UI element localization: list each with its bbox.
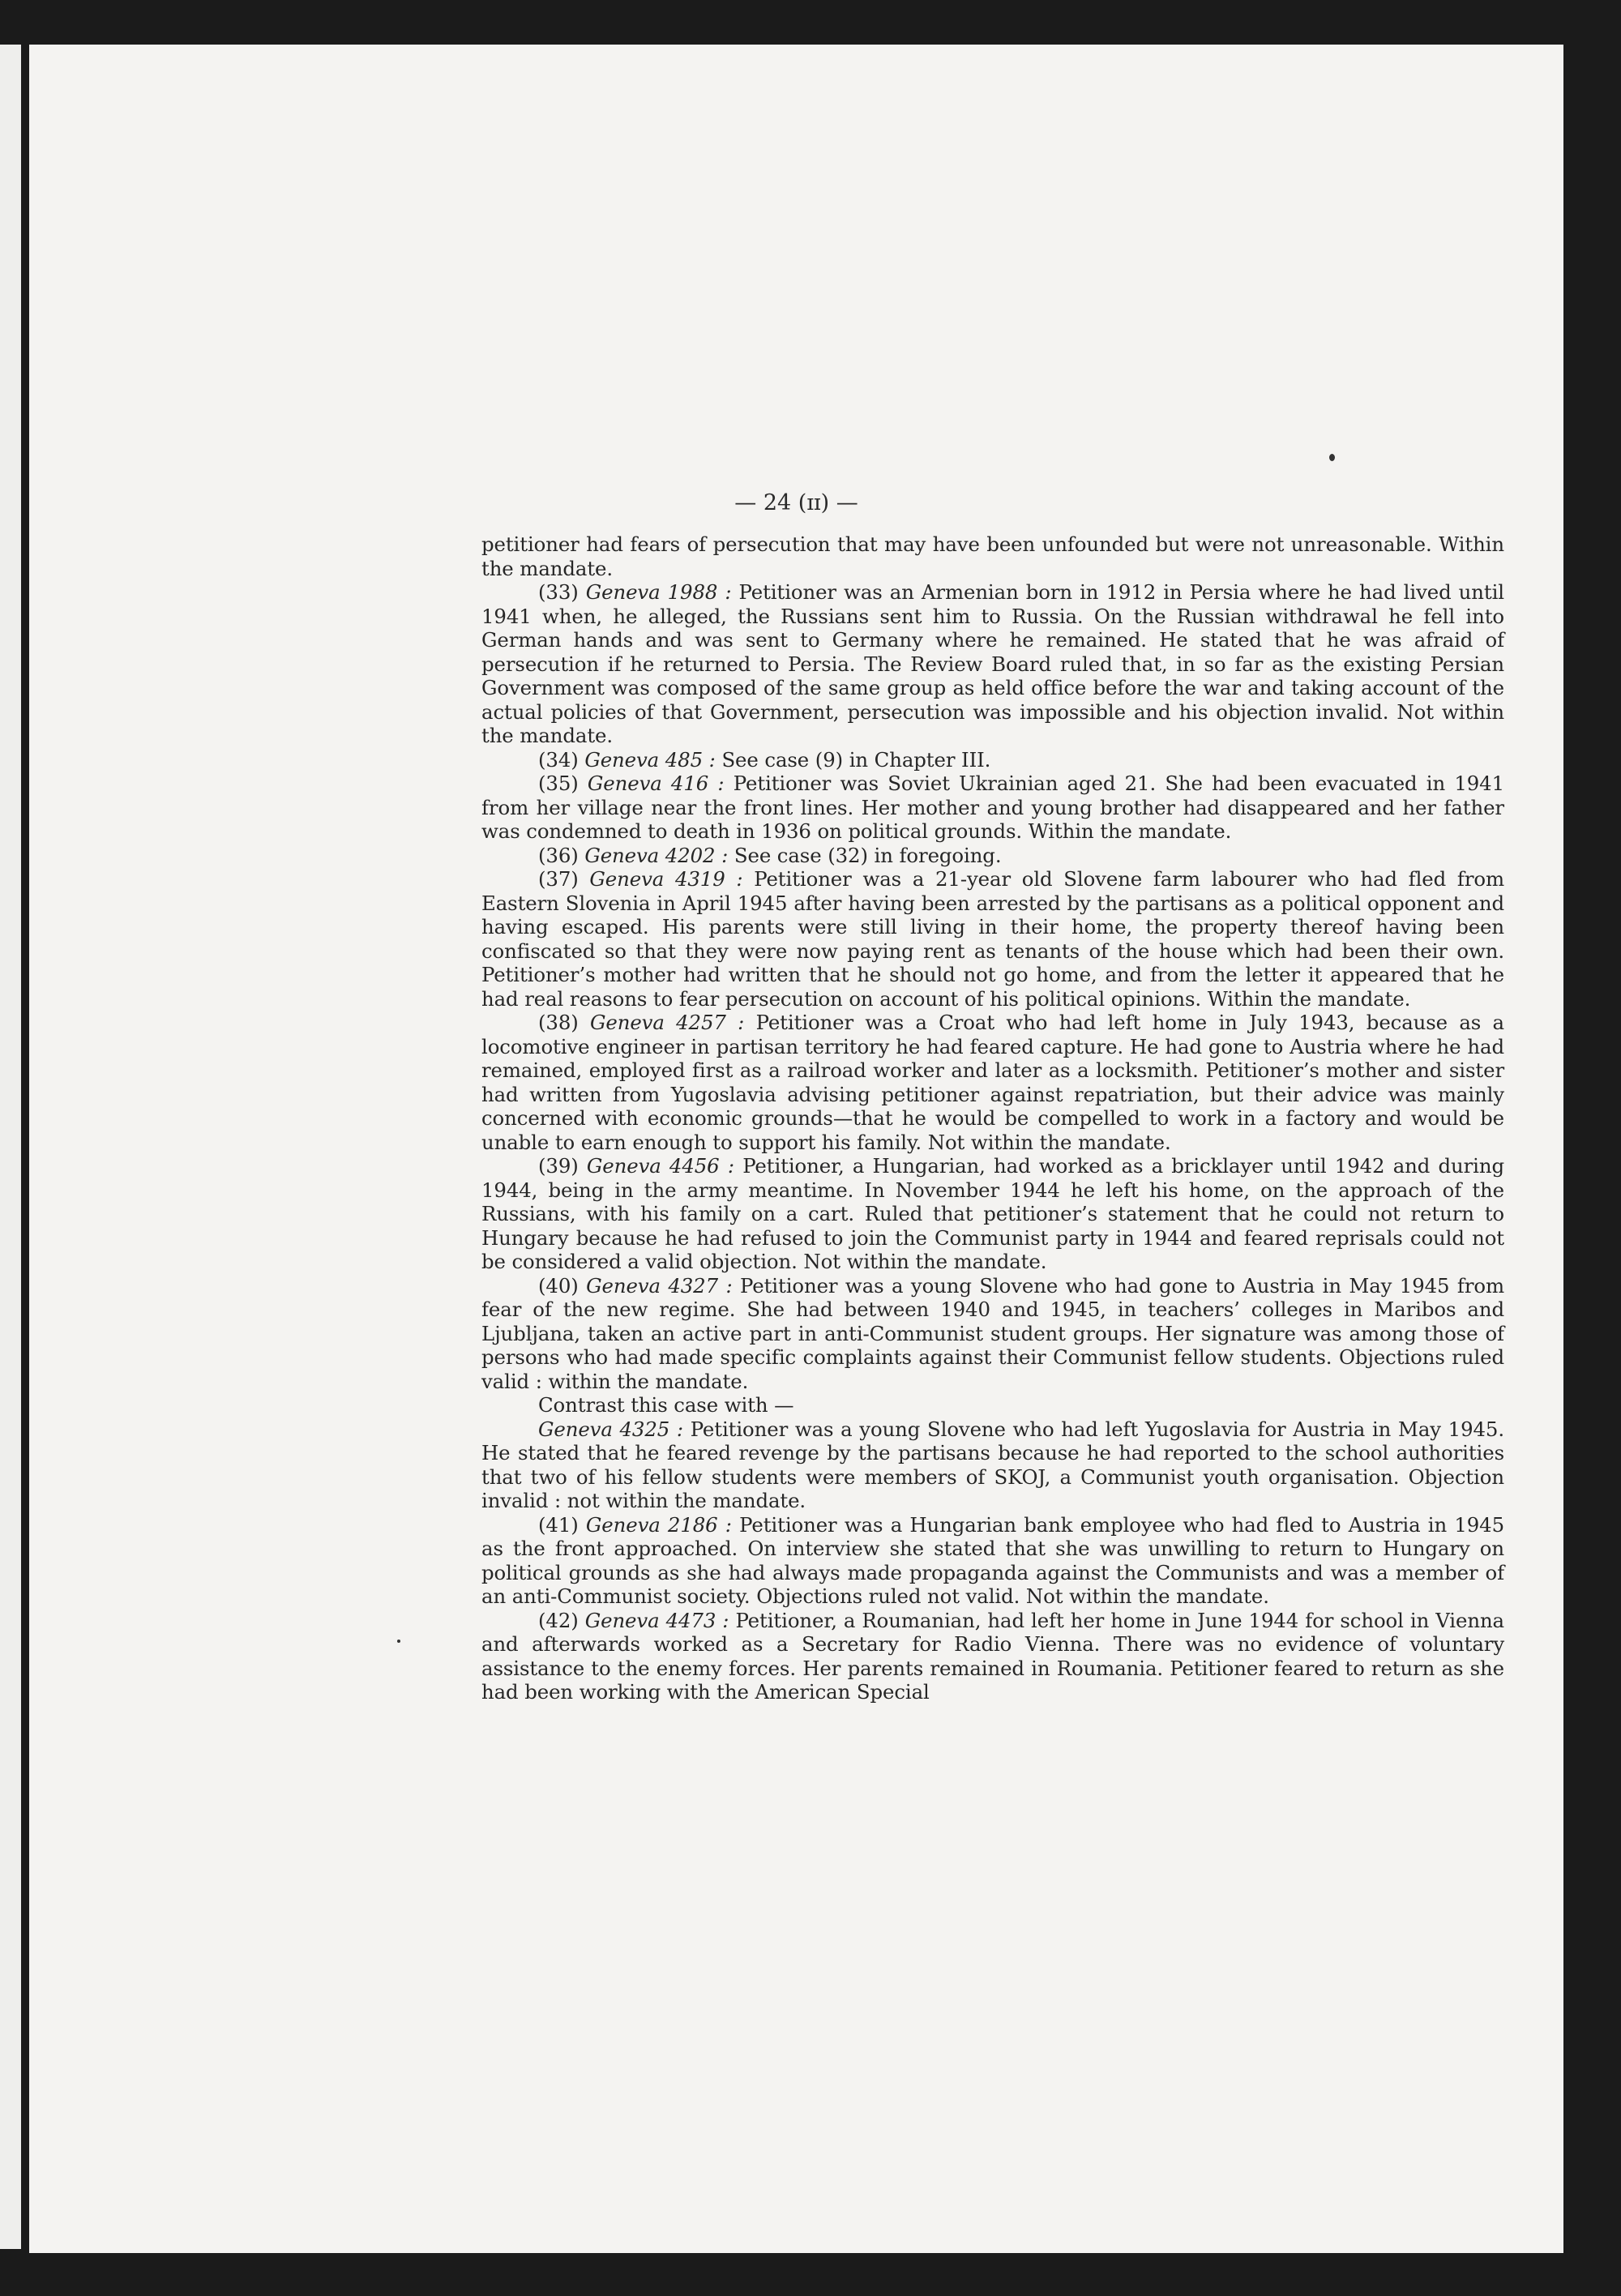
case-text: See case (32) in foregoing. xyxy=(734,843,1002,867)
document-page xyxy=(29,45,1563,2253)
case-reference: Geneva 416 : xyxy=(587,772,725,795)
case-text: Petitioner, a Hungarian, had worked as a bricklayer until 1942 and during 1944, being in the army meantime. In November 1944 he left his home, on the approach of the Russians, with his family on a cart. Ruled that petitioner’s statement that he could not return to Hungary because he had refused to join the Communist party in 1944 and feared reprisals could not be considered a valid objection. Not within the mandate. xyxy=(481,1154,1504,1273)
case-number: (41) xyxy=(538,1512,579,1537)
case-text: Petitioner was a young Slovene who had left Yugoslavia for Austria in May 1945. He stated that he feared revenge by the partisans because he had reported to the school authorities that two of his fellow students were members of SKOJ, a Communist youth organisation. Objection invalid : not within the mandate. xyxy=(481,1417,1504,1512)
case-reference: Geneva 4327 : xyxy=(586,1273,733,1298)
paragraph-continuation xyxy=(481,532,1504,580)
case-text: See case (9) in Chapter III. xyxy=(721,747,991,772)
case-number: (42) xyxy=(538,1608,579,1632)
case-40 xyxy=(481,1274,1504,1394)
case-reference: Geneva 4257 : xyxy=(590,1011,745,1034)
case-39 xyxy=(481,1154,1504,1274)
contrast-line xyxy=(481,1393,1504,1417)
ink-speck xyxy=(1329,454,1335,461)
case-reference: Geneva 1988 : xyxy=(585,580,732,604)
body-text xyxy=(481,532,1504,1704)
case-text: Petitioner, a Roumanian, had left her home in June 1944 for school in Vienna and afterwards worked as a Secretary for Radio Vienna. There was no evidence of voluntary assistance to the enemy forces. Her parents remained in Roumania. Petitioner feared to return as she had been working with the American Special xyxy=(481,1608,1505,1704)
case-number: (34) xyxy=(538,747,579,772)
case-34 xyxy=(481,748,1504,772)
case-number: (33) xyxy=(538,580,579,604)
case-37 xyxy=(481,867,1504,1011)
case-number: (39) xyxy=(538,1154,579,1178)
case-reference: Geneva 4325 : xyxy=(538,1417,683,1441)
case-reference: Geneva 485 : xyxy=(584,747,716,772)
case-reference: Geneva 4319 : xyxy=(589,867,743,891)
case-41 xyxy=(481,1513,1504,1609)
case-number: (40) xyxy=(538,1273,579,1298)
case-number: (36) xyxy=(538,843,579,867)
case-text: Petitioner was Soviet Ukrainian aged 21. She had been evacuated in 1941 from her village near the front lines. Her mother and young brother had disappeared and her father was condemned to death in 1936 on political grounds. Within the mandate. xyxy=(481,772,1504,843)
page-number: — 24 (ɪɪ) — xyxy=(734,490,858,515)
case-reference: Geneva 4473 : xyxy=(584,1608,729,1632)
paragraph-text: Contrast this case with — xyxy=(538,1393,794,1417)
case-reference: Geneva 4456 : xyxy=(586,1154,734,1178)
case-reference: Geneva 2186 : xyxy=(585,1512,732,1537)
case-reference: Geneva 4202 : xyxy=(584,843,729,867)
case-text: Petitioner was a 21-year old Slovene farm labourer who had fled from Eastern Slovenia in April 1945 after having been arrested by the partisans as a political opponent and having escaped. His parents were still living in their home, the property thereof having been confiscated so that they were now paying rent as tenants of the house which had been their own. Petitioner’s mother had written that he should not go home, and from the letter it appeared that he had real reasons to fear persecution on account of his political opinions. Within the mandate. xyxy=(481,867,1504,1011)
case-38 xyxy=(481,1011,1504,1154)
adjacent-page-edge xyxy=(0,45,21,2249)
case-text: Petitioner was a Hungarian bank employee who had fled to Austria in 1945 as the front approached. On interview she stated that she was unwilling to return to Hungary on political grounds as she had always made propaganda against the Communists and was a member of an anti-Communist society. Objections ruled not valid. Not within the mandate. xyxy=(481,1512,1505,1608)
case-number: (37) xyxy=(538,867,579,891)
case-42 xyxy=(481,1609,1504,1704)
case-number: (35) xyxy=(538,772,579,795)
case-text: Petitioner was a young Slovene who had gone to Austria in May 1945 from fear of the new regime. She had between 1940 and 1945, in teachers’ colleges in Maribos and Ljubljana, taken an active part in anti-Communist student groups. Her signature was among those of persons who had made specific complaints against their Communist fellow students. Objections ruled valid : within the mandate. xyxy=(481,1273,1505,1393)
paragraph-text: petitioner had fears of persecution that may have been unfounded but were not unreasonable. Within the mandate. xyxy=(481,532,1504,580)
case-33 xyxy=(481,580,1504,748)
case-text: Petitioner was a Croat who had left home in July 1943, because as a locomotive engineer in partisan territory he had feared capture. He had gone to Austria where he had remained, employed first as a railroad worker and later as a locksmith. Petitioner’s mother and sister had written from Yugoslavia advising petitioner against repatriation, but their advice was mainly concerned with economic grounds—that he would be compelled to work in a factory and would be unable to earn enough to support his family. Not within the mandate. xyxy=(481,1011,1504,1154)
case-35 xyxy=(481,772,1504,844)
ink-speck xyxy=(397,1640,400,1643)
case-text: Petitioner was an Armenian born in 1912 in Persia where he had lived until 1941 when, he alleged, the Russians sent him to Russia. On the Russian withdrawal he fell into German hands and was sent to Germany where he remained. He stated that he was afraid of persecution if he returned to Persia. The Review Board ruled that, in so far as the existing Persian Government was composed of the same group as held office before the war and taking account of the actual policies of that Government, persecution was impossible and his objection invalid. Not within the mandate. xyxy=(481,580,1504,747)
case-number: (38) xyxy=(538,1011,579,1034)
case-36 xyxy=(481,844,1504,868)
case-4325 xyxy=(481,1417,1504,1513)
